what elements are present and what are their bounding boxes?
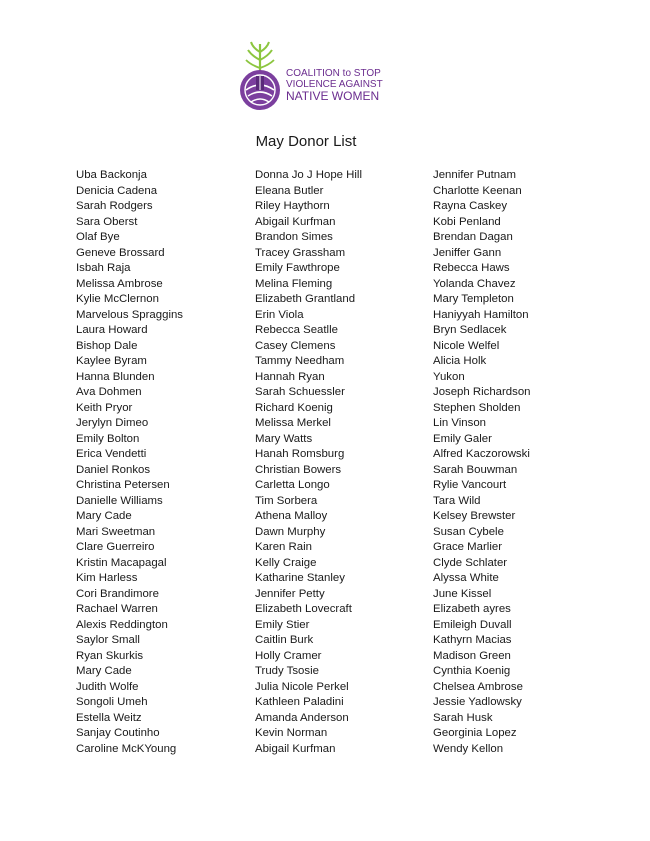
donor-name: Richard Koenig <box>255 401 333 414</box>
donor-name: Keith Pryor <box>76 401 133 414</box>
donor-name: Melissa Ambrose <box>76 277 163 290</box>
donor-name: Geneve Brossard <box>76 246 165 259</box>
donor-name: Nicole Welfel <box>433 339 500 352</box>
donor-name: Elizabeth Grantland <box>255 293 356 305</box>
donor-name: Melissa Merkel <box>255 417 331 429</box>
donor-name: Rylie Vancourt <box>433 479 507 491</box>
donor-name: Kathyrn Macias <box>433 634 512 646</box>
donor-name: Sanjay Coutinho <box>76 727 160 739</box>
donor-name: Melina Fleming <box>255 277 333 290</box>
donor-name: Abigail Kurfman <box>255 742 336 755</box>
donor-name: Jessie Yadlowsky <box>433 696 522 708</box>
donor-name: Kylie McClernon <box>76 293 159 305</box>
donor-name: Jeniffer Gann <box>433 246 502 259</box>
donor-name: Joseph Richardson <box>433 386 531 398</box>
donor-name: Susan Cybele <box>433 525 504 538</box>
logo-line-2: VIOLENCE AGAINST <box>286 79 383 90</box>
donor-name: Clare Guerreiro <box>76 541 155 553</box>
donor-name: Katharine Stanley <box>255 572 345 584</box>
donor-name: Alfred Kaczorowski <box>433 448 530 460</box>
donor-name: Rachael Warren <box>76 603 158 615</box>
logo-line-1: COALITION to STOP <box>286 68 381 79</box>
donor-name: Eleana Butler <box>255 184 324 197</box>
donor-name: Mary Templeton <box>433 293 514 305</box>
donor-name: Erica Vendetti <box>76 448 147 460</box>
donor-name: Caitlin Burk <box>255 634 314 646</box>
donor-name: Christina Petersen <box>76 479 170 491</box>
logo-wordmark <box>286 68 383 103</box>
donor-name: Jennifer Petty <box>255 587 325 600</box>
donor-name: Rayna Caskey <box>433 200 508 212</box>
donor-name: Sara Oberst <box>76 215 138 228</box>
donor-column-1 <box>76 168 183 757</box>
donor-name: Brendan Dagan <box>433 231 513 243</box>
donor-name: Amanda Anderson <box>255 711 349 724</box>
donor-name: Yukon <box>433 370 465 383</box>
donor-name: Kevin Norman <box>255 727 328 739</box>
donor-name: Tim Sorbera <box>255 494 318 507</box>
donor-name: Hanna Blunden <box>76 370 155 383</box>
donor-name: Ava Dohmen <box>76 386 142 398</box>
donor-name: Holly Cramer <box>255 649 322 662</box>
donor-name: Charlotte Keenan <box>433 184 522 197</box>
donor-name: Julia Nicole Perkel <box>255 680 349 693</box>
donor-name: Haniyyah Hamilton <box>433 308 529 321</box>
donor-name: Chelsea Ambrose <box>433 680 523 693</box>
donor-name: Estella Weitz <box>76 711 142 724</box>
donor-name: Kim Harless <box>76 572 138 584</box>
donor-name: Songoli Umeh <box>76 696 148 708</box>
donor-name: Ryan Skurkis <box>76 649 144 662</box>
donor-name: Tracey Grassham <box>255 246 346 259</box>
donor-name: Emileigh Duvall <box>433 618 512 631</box>
donor-name: Denicia Cadena <box>76 184 158 197</box>
donor-name: Kathleen Paladini <box>255 696 344 708</box>
donor-name: Isbah Raja <box>76 262 131 274</box>
donor-name: June Kissel <box>433 587 492 600</box>
donor-name: Tammy Needham <box>255 355 345 367</box>
donor-name: Danielle Williams <box>76 494 163 507</box>
donor-name: Emily Galer <box>433 432 492 445</box>
donor-name: Emily Fawthrope <box>255 262 340 274</box>
donor-column-2 <box>255 168 362 757</box>
donor-name: Uba Backonja <box>76 169 147 181</box>
donor-name: Cynthia Koenig <box>433 665 511 677</box>
donor-name: Bryn Sedlacek <box>433 324 507 336</box>
donor-name: Emily Stier <box>255 618 310 631</box>
donor-name: Caroline McKYoung <box>76 742 177 755</box>
donor-name: Clyde Schlater <box>433 556 508 569</box>
donor-name: Alexis Reddington <box>76 618 168 631</box>
donor-name: Wendy Kellon <box>433 742 504 755</box>
donor-name: Kelly Craige <box>255 556 317 569</box>
donor-name: Sarah Schuessler <box>255 386 345 398</box>
donor-name: Bishop Dale <box>76 339 138 352</box>
donor-name: Stephen Sholden <box>433 401 521 414</box>
donor-name: Karen Rain <box>255 541 312 553</box>
donor-name: Donna Jo J Hope Hill <box>255 169 362 181</box>
donor-name: Mary Cade <box>76 510 132 522</box>
donor-name: Sarah Bouwman <box>433 463 518 476</box>
donor-name: Hannah Ryan <box>255 370 325 383</box>
donor-name: Elizabeth ayres <box>433 603 511 615</box>
donor-name: Laura Howard <box>76 324 148 336</box>
donor-name: Kristin Macapagal <box>76 556 167 569</box>
donor-name: Dawn Murphy <box>255 525 326 538</box>
donor-name: Athena Malloy <box>255 510 328 522</box>
donor-name: Lin Vinson <box>433 417 486 429</box>
donor-name: Sarah Husk <box>433 711 493 724</box>
donor-name: Daniel Ronkos <box>76 463 151 476</box>
donor-name: Mary Cade <box>76 665 132 677</box>
donor-name: Elizabeth Lovecraft <box>255 603 352 615</box>
donor-name: Jennifer Putnam <box>433 169 516 181</box>
page-title: May Donor List <box>255 133 357 150</box>
donor-name: Kelsey Brewster <box>433 510 516 522</box>
donor-name: Carletta Longo <box>255 479 330 491</box>
donor-name: Alicia Holk <box>433 355 487 367</box>
donor-name: Hanah Romsburg <box>255 448 345 460</box>
donor-name: Yolanda Chavez <box>433 277 516 290</box>
donor-name: Tara Wild <box>433 494 481 507</box>
donor-name: Madison Green <box>433 649 511 662</box>
donor-column-3 <box>433 168 531 757</box>
donor-name: Georginia Lopez <box>433 727 517 739</box>
donor-name: Marvelous Spraggins <box>76 308 183 321</box>
donor-name: Kobi Penland <box>433 215 501 228</box>
donor-name: Riley Haythorn <box>255 200 330 212</box>
donor-name: Sarah Rodgers <box>76 200 153 212</box>
donor-name: Erin Viola <box>255 308 304 321</box>
donor-name: Kaylee Byram <box>76 355 147 367</box>
organization-logo <box>236 38 386 114</box>
donor-name: Grace Marlier <box>433 541 502 553</box>
donor-name: Mari Sweetman <box>76 525 156 538</box>
donor-name: Abigail Kurfman <box>255 215 336 228</box>
donor-name: Casey Clemens <box>255 339 336 352</box>
logo-emblem-icon <box>236 38 286 114</box>
donor-name: Cori Brandimore <box>76 587 159 600</box>
donor-name: Jerylyn Dimeo <box>76 417 149 429</box>
donor-name: Brandon Simes <box>255 231 333 243</box>
donor-name: Christian Bowers <box>255 463 342 476</box>
donor-name: Mary Watts <box>255 432 313 445</box>
donor-name: Alyssa White <box>433 572 499 584</box>
donor-name: Rebecca Seatlle <box>255 324 338 336</box>
donor-name: Olaf Bye <box>76 231 120 243</box>
donor-name: Emily Bolton <box>76 432 140 445</box>
logo-line-3: NATIVE WOMEN <box>286 89 380 103</box>
donor-name: Saylor Small <box>76 634 140 646</box>
donor-name: Rebecca Haws <box>433 262 510 274</box>
donor-name: Judith Wolfe <box>76 680 139 693</box>
donor-name: Trudy Tsosie <box>255 665 319 677</box>
